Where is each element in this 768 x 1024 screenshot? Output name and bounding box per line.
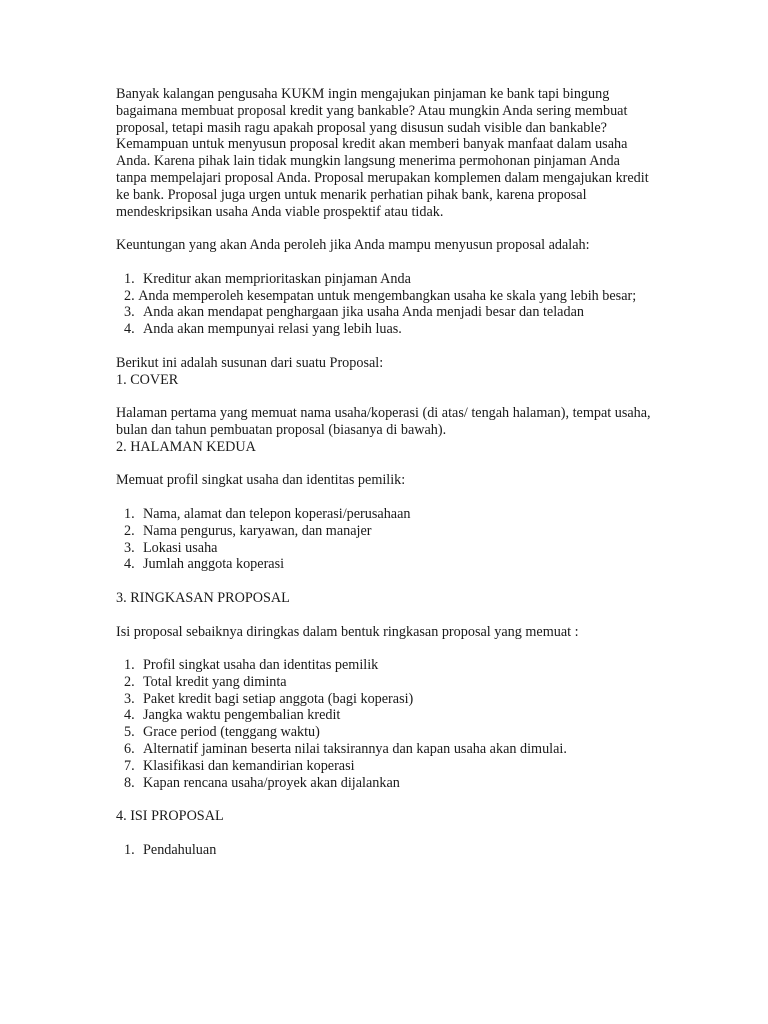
section-heading-halaman-kedua: 2. HALAMAN KEDUA: [116, 438, 256, 455]
halaman-kedua-list: [116, 506, 652, 573]
cover-description: Halaman pertama yang memuat nama usaha/koperasi (di atas/ tengah halaman), tempat usaha, bulan dan tahun pembuatan proposal (biasanya di bawah).: [116, 405, 651, 438]
section-heading-ringkasan: 3. RINGKASAN PROPOSAL: [116, 589, 290, 606]
isi-proposal-list: [116, 842, 652, 859]
list-item: 7. Klasifikasi dan kemandirian koperasi: [124, 757, 355, 774]
list-item: 1. Profil singkat usaha dan identitas pemilik: [124, 657, 379, 674]
halaman-kedua-description: Memuat profil singkat usaha dan identitas pemilik:: [116, 472, 406, 489]
list-item: 1. Pendahuluan: [124, 841, 217, 858]
list-item: 6. Alternatif jaminan beserta nilai taksirannya dan kapan usaha akan dimulai.: [124, 741, 567, 758]
list-item: 2. Anda memperoleh kesempatan untuk mengembangkan usaha ke skala yang lebih besar;: [124, 287, 637, 304]
list-item: 4. Anda akan mempunyai relasi yang lebih luas.: [124, 321, 402, 338]
list-item: 5. Grace period (tenggang waktu): [124, 724, 320, 741]
benefits-intro: Keuntungan yang akan Anda peroleh jika Anda mampu menyusun proposal adalah:: [116, 237, 590, 254]
list-item: 1. Kreditur akan memprioritaskan pinjaman Anda: [124, 270, 411, 287]
intro-paragraph: Banyak kalangan pengusaha KUKM ingin mengajukan pinjaman ke bank tapi bingung bagaimana membuat proposal kredit yang bankable? Atau mungkin Anda sering membuat proposal, tetapi masih ragu apakah proposal yang disusun sudah visible dan bankable? Kemampuan untuk menyusun proposal kredit akan memberi banyak manfaat dalam usaha Anda. Karena pihak lain tidak mungkin langsung menerima permohonan pinjaman Anda tanpa mempelajari proposal Anda. Proposal merupakan komplemen dalam mengajukan kredit ke bank. Proposal juga urgen untuk menarik perhatian pihak bank, karena proposal mendeskripsikan usaha Anda viable prospektif atau tidak.: [116, 86, 649, 220]
ringkasan-description: Isi proposal sebaiknya diringkas dalam bentuk ringkasan proposal yang memuat :: [116, 623, 579, 640]
list-item: 1. Nama, alamat dan telepon koperasi/perusahaan: [124, 505, 411, 522]
list-item: 3. Anda akan mendapat penghargaan jika usaha Anda menjadi besar dan teladan: [124, 304, 584, 321]
structure-intro: Berikut ini adalah susunan dari suatu Proposal:: [116, 354, 384, 371]
list-item: 2. Nama pengurus, karyawan, dan manajer: [124, 522, 372, 539]
ringkasan-list: [116, 657, 652, 791]
document-page: [116, 86, 652, 859]
list-item: 4. Jangka waktu pengembalian kredit: [124, 707, 341, 724]
list-item: 8. Kapan rencana usaha/proyek akan dijalankan: [124, 774, 400, 791]
benefits-list: [116, 271, 652, 338]
section-heading-cover: 1. COVER: [116, 371, 179, 388]
list-item: 4. Jumlah anggota koperasi: [124, 556, 285, 573]
list-item: 2. Total kredit yang diminta: [124, 673, 287, 690]
section-heading-isi-proposal: 4. ISI PROPOSAL: [116, 808, 224, 825]
list-item: 3. Lokasi usaha: [124, 539, 218, 556]
list-item: 3. Paket kredit bagi setiap anggota (bagi koperasi): [124, 690, 414, 707]
